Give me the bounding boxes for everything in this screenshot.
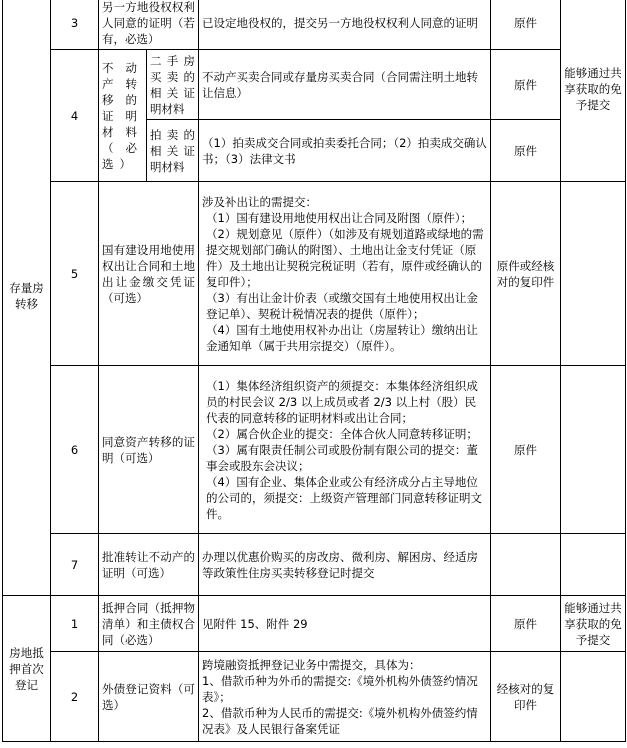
material-subtype: 拍卖的相关证明材料 bbox=[147, 120, 199, 182]
category-cell: 房地抵押首次登记 bbox=[3, 596, 51, 742]
table-row bbox=[3, 366, 626, 534]
materials-table bbox=[2, 0, 626, 742]
description-line: 1、借款币种为外币的需提交:《境外机构外债签约情况表》； bbox=[202, 673, 478, 704]
description-line: （1）集体经济组织资产的须提交：本集体经济组织成员的村民会议 2/3 以上成员或者 2/3 以上村（股）民代表的同意转移的证明材料或出让合同； bbox=[206, 378, 478, 425]
material-description bbox=[199, 366, 491, 534]
row-number: 2 bbox=[51, 652, 99, 742]
material-name: 另一方地役权权利人同意的证明（若有，必选） bbox=[99, 0, 199, 50]
description-line: （2）属合伙企业的提交：全体合伙人同意转移证明； bbox=[206, 426, 478, 441]
material-description: 不动产买卖合同或存量房买卖合同（合同需注明土地转让信息） bbox=[199, 50, 491, 120]
material-name: 同意资产转移的证明（可选） bbox=[99, 366, 199, 534]
empty-cell bbox=[561, 534, 626, 596]
material-description: （1）拍卖成交合同或拍卖委托合同；（2）拍卖成交确认书；（3）法律文书 bbox=[199, 120, 491, 182]
material-description: 见附件 15、附件 29 bbox=[199, 596, 491, 652]
material-description bbox=[199, 182, 491, 366]
table-row bbox=[3, 182, 626, 366]
description-line: （1）国有建设用地使用权出让合同及附图（原件）； bbox=[206, 210, 473, 225]
material-description: 办理以优惠价购买的房改房、微利房、解困房、经适房等政策性住房买卖转移登记时提交 bbox=[199, 534, 491, 596]
row-number: 7 bbox=[51, 534, 99, 596]
table-row bbox=[3, 534, 626, 596]
shared-note: 能够通过共享获取的免予提交 bbox=[561, 0, 626, 182]
row-number: 1 bbox=[51, 596, 99, 652]
material-name: 国有建设用地使用权出让合同和土地出让金缴交凭证（可选） bbox=[99, 182, 199, 366]
material-form: 经核对的复印件 bbox=[491, 652, 561, 742]
material-name: 抵押合同（抵押物清单）和主债权合同（必选） bbox=[99, 596, 199, 652]
material-form: 原件 bbox=[491, 0, 561, 50]
material-form: 原件 bbox=[491, 50, 561, 120]
material-description: 已设定地役权的，提交另一方地役权权利人同意的证明 bbox=[199, 0, 491, 50]
row-number: 4 bbox=[51, 50, 99, 182]
material-form bbox=[491, 534, 561, 596]
empty-cell bbox=[561, 652, 626, 742]
table-row bbox=[3, 0, 626, 50]
row-number: 5 bbox=[51, 182, 99, 366]
material-form: 原件 bbox=[491, 596, 561, 652]
description-line: （2）规划意见（原件）（如涉及有规划道路或绿地的需提交规划部门确认的附图）、土地出让金支付凭证（原件）及土地出让契税完税证明（若有，原件或经确认的复印件）； bbox=[206, 226, 484, 289]
description-line: 跨境融资抵押登记业务中需提交，具体为： bbox=[202, 657, 421, 672]
description-line: 涉及补出让的需提交： bbox=[202, 194, 317, 209]
material-name: 外债登记资料（可选） bbox=[99, 652, 199, 742]
description-line: （4）国有企业、集体企业或公有经济成分占主导地位的公司的，须提交：上级资产管理部门同意转移证明文件。 bbox=[206, 474, 482, 521]
description-line: （3）有出让金计价表（或缴交国有土地使用权出让金登记单）、契税计税情况表的提供（原件）； bbox=[206, 290, 478, 321]
description-line: （4）国有土地使用权补办出让（房屋转让）缴纳出让金通知单（属于共用宗提交）（原件）。 bbox=[206, 322, 478, 353]
material-form: 原件 bbox=[491, 120, 561, 182]
material-subtype: 二手房买卖的相关证明材料 bbox=[147, 50, 199, 120]
category-cell: 存量房转移 bbox=[3, 0, 51, 596]
material-description bbox=[199, 652, 491, 742]
empty-cell bbox=[561, 182, 626, 366]
table-row bbox=[3, 50, 626, 120]
table-row bbox=[3, 652, 626, 742]
material-form: 原件 bbox=[491, 366, 561, 534]
empty-cell bbox=[561, 366, 626, 534]
shared-note: 能够通过共享获取的免予提交 bbox=[561, 596, 626, 652]
description-line: 2、借款币种为人民币的需提交:《境外机构外债签约情况表》及人民银行备案凭证 bbox=[202, 705, 478, 736]
table-row bbox=[3, 596, 626, 652]
material-group: 不动产转移的证明材料（必选） bbox=[99, 50, 147, 182]
row-number: 3 bbox=[51, 0, 99, 50]
material-form: 原件或经核对的复印件 bbox=[491, 182, 561, 366]
description-line: （3）属有限责任制公司或股份制有限公司的提交：董事会或股东会决议； bbox=[206, 442, 478, 473]
material-name: 批准转让不动产的证明（可选） bbox=[99, 534, 199, 596]
row-number: 6 bbox=[51, 366, 99, 534]
